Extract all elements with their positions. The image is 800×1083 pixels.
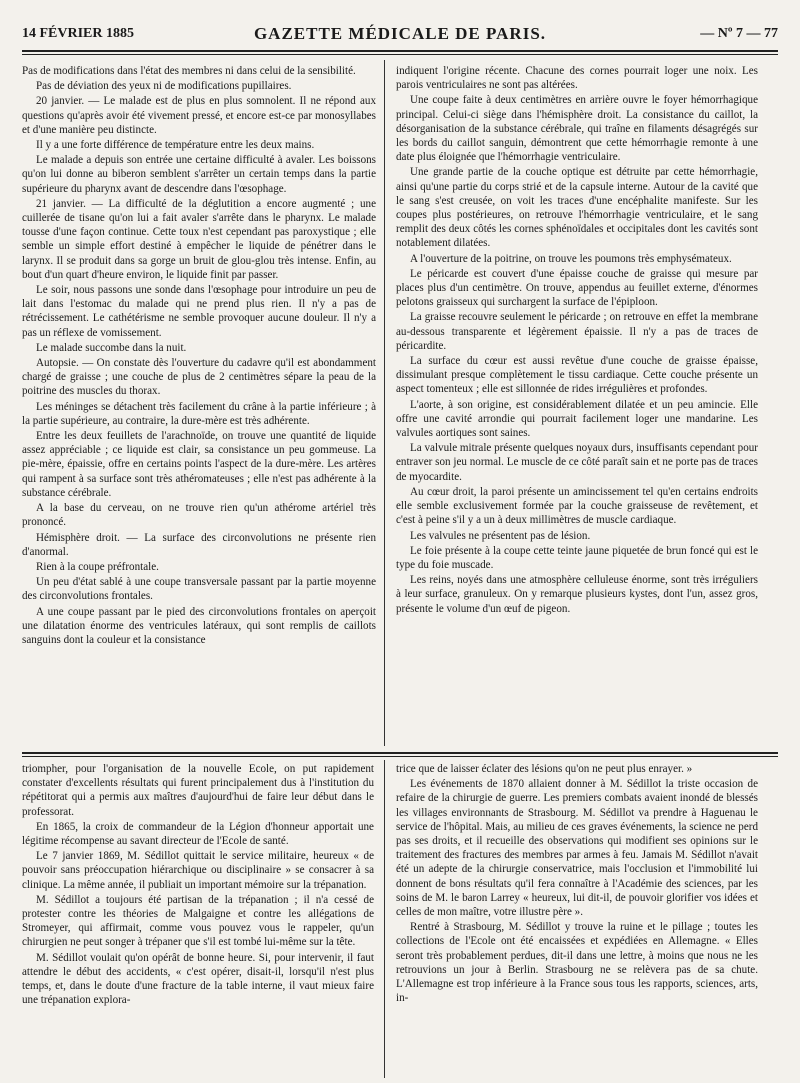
paragraph: Rentré à Strasbourg, M. Sédillot y trouve la ruine et le pillage ; toutes les collections de l'Ecole ont été encaissées et expédiées en Allemagne. « Elles seront très probablement perdues, dit-il dans une lettre, à moins que nous ne les retrouvions un jour à Berlin. Strasbourg ne se relèvera pas de sa chute. L'Allemagne est trop inférieure à la France sous tous les rapports, sciences, arts, in- [396, 921, 758, 1005]
column-bottom-left [22, 762, 374, 1072]
column-top-right [396, 64, 758, 744]
header-rule [22, 50, 778, 52]
journal-title: GAZETTE MÉDICALE DE PARIS. [253, 24, 547, 43]
paragraph: Il y a une forte différence de température entre les deux mains. [36, 139, 315, 152]
paragraph: En 1865, la croix de commandeur de la Légion d'honneur apportait une légitime récompense au savant directeur de l'Ecole de santé. [22, 820, 374, 848]
column-divider-bottom [384, 760, 385, 1078]
page-header [22, 20, 778, 48]
paragraph: Rien à la coupe préfrontale. [36, 560, 159, 573]
paragraph: La graisse recouvre seulement le péricarde ; on retrouve en effet la membrane au-dessous transparente et légèrement épaissie. Il n'y a pas de traces de péricardite. [396, 311, 758, 352]
paragraph: Les événements de 1870 allaient donner à M. Sédillot la triste occasion de refaire de la chirurgie de guerre. Les premiers combats avaient inondé de blessés les villages environnants de Strasbourg. M. Sédillot va prendre à Haguenau le service de l'hôpital. Mais, au milieu de ces graves événements, la science ne perd pas ses droits, et il recueille des observations qui modifient ses opinions sur le traitement des fractures des membres par armes à feu. Jamais M. Sédillot n'avait été un adepte de la chirurgie conservatrice, mais l'occlusion et l'immobilité lui donnent de bons résultats qu'il fera connaître à l'Académie des sciences, par les soins de M. le baron Larrey « heureux, lui dit-il, de pouvoir glorifier vos idées et celles de mon maître, votre illustre père ». [396, 778, 758, 919]
paragraph: Pas de déviation des yeux ni de modifications pupillaires. [36, 80, 292, 93]
paragraph: 21 janvier. — La difficulté de la déglutition a encore augmenté ; une cuillerée de tisane qu'on lui a fait avaler s'arrête dans le pharynx. Le malade tousse d'une façon continue. Cette toux n'est cependant pas paroxystique ; elle semble un simple effort destiné à empêcher le liquide de pénétrer dans le larynx. Il se produit dans sa gorge un bruit de glou-glou très intense. Enfin, au bout d'un quart d'heure environ, le liquide finit par passer. [22, 197, 376, 281]
column-divider-top [384, 60, 385, 746]
paragraph: Entre les deux feuillets de l'arachnoïde, on trouve une quantité de liquide assez appréciable ; ce liquide est clair, sa consistance un peu gommeuse. La pie-mère, épaissie, offre en certains points l'aspect de la dure-mère. Les artères qui rampent à sa surface sont très athéromateuses ; elle n'est pas adhérente à la substance cérébrale. [22, 430, 376, 499]
paragraph: L'aorte, à son origine, est considérablement dilatée et un peu amincie. Elle offre une cavité arrondie qui pourrait facilement loger une mandarine. Les valvules aortiques sont saines. [396, 398, 758, 440]
paragraph: La valvule mitrale présente quelques noyaux durs, insuffisants cependant pour entraver son jeu normal. Le muscle de ce côté paraît sain et ne porte pas de traces de myocardite. [396, 442, 758, 483]
paragraph: Le 7 janvier 1869, M. Sédillot quittait le service militaire, heureux « de pouvoir sans préoccupation hiérarchique ou disciplinaire » se consacrer à sa clinique. La même année, il publiait un important mémoire sur la trépanation. [22, 850, 374, 891]
paragraph: 20 janvier. — Le malade est de plus en plus somnolent. Il ne répond aux questions qu'après avoir été vivement pressé, et encore est-ce par monosyllabes et d'une manière peu distincte. [22, 95, 376, 136]
paragraph: Une grande partie de la couche optique est détruite par cette hémorrhagie, ainsi qu'une partie du corps strié et de la capsule interne. Autour de la cavité que le sang s'est creusée, on voit les traces d'une encéphalite manifeste. Sur les coupes plus postérieures, on retrouve l'hémorrhagie ventriculaire, et le sang remplit des deux côtés les cornes sphénoïdales et occipitales dont les cavités sont notablement dilatées. [396, 166, 758, 250]
paragraph: Les méninges se détachent très facilement du crâne à la partie inférieure ; à la partie supérieure, au contraire, la dure-mère est très adhérente. [22, 400, 376, 427]
paragraph: A une coupe passant par le pied des circonvolutions frontales on aperçoit une dilatation énorme des ventricules latéraux, qui sont remplis de caillots sanguins dont la couleur et la consistance [22, 605, 376, 646]
paragraph: Le malade succombe dans la nuit. [36, 341, 187, 354]
paragraph: Un peu d'état sablé à une coupe transversale passant par la partie moyenne des circonvolutions frontales. [22, 576, 376, 603]
paragraph: Hémisphère droit. — La surface des circonvolutions ne présente rien d'anormal. [22, 531, 376, 558]
paragraph: indiquent l'origine récente. Chacune des cornes pourrait loger une noix. Les parois ventriculaires ne sont pas altérées. [396, 65, 758, 92]
paragraph: Autopsie. — On constate dès l'ouverture du cadavre qu'il est abondamment chargé de graisse ; une couche de plus de 2 centimètres sépare la peau de la poitrine des muscles du thorax. [22, 357, 376, 398]
paragraph: Le malade a depuis son entrée une certaine difficulté à avaler. Les boissons qu'on lui donne au biberon semblent s'arrêter un certain temps dans la partie supérieure du pharynx avant de descendre dans l'œsophage. [22, 154, 376, 195]
paragraph: Les reins, noyés dans une atmosphère celluleuse énorme, sont très irréguliers à leur surface, granuleux. On y remarque plusieurs kystes, dont l'un, assez gros, présente le volume d'un œuf de pigeon. [396, 574, 758, 615]
section-rule [22, 752, 778, 754]
paragraph: M. Sédillot a toujours été partisan de la trépanation ; il n'a cessé de protester contre les théories de Malgaigne et contre les allégations de Stromeyer, qui affirmait, comme vous pouvez vous le rappeler, qu'un chirurgien ne peut songer à trépaner que s'il est tombé lui-même sur la tête. [22, 893, 374, 949]
paragraph: Le péricarde est couvert d'une épaisse couche de graisse qui mesure par places plus d'un centimètre. On trouve, appendus au feuillet externe, d'énormes pelotons graisseux qui surchargent la surface de l'épiploon. [396, 267, 758, 309]
column-bottom-right [396, 762, 758, 1072]
paragraph: Le foie présente à la coupe cette teinte jaune piquetée de brun foncé qui est le type du foie muscade. [396, 544, 758, 571]
paragraph: Les valvules ne présentent pas de lésion. [410, 529, 591, 542]
paragraph: Pas de modifications dans l'état des membres ni dans celui de la sensibilité. [22, 65, 356, 77]
section-rule-thin [22, 756, 778, 757]
column-top-left [22, 64, 376, 744]
paragraph: La surface du cœur est aussi revêtue d'une couche de graisse épaisse, dissimulant presque complètement le tissu cardiaque. Cette couche présente un aspect tomenteux ; elle est sillonnée de rides irrégulières et profondes. [396, 355, 758, 396]
issue-page-number: — Nº 7 — 77 [700, 26, 778, 41]
paragraph: trice que de laisser éclater des lésions qu'on ne peut plus enrayer. » [396, 763, 693, 775]
paragraph: Au cœur droit, la paroi présente un amincissement tel qu'en certains endroits elle semble exclusivement formée par la couche graisseuse de revêtement, et c'est à peine s'il y a un à deux millimètres de muscle cardiaque. [396, 485, 758, 527]
page-date: 14 FÉVRIER 1885 [22, 26, 135, 41]
paragraph: M. Sédillot voulait qu'on opérât de bonne heure. Si, pour intervenir, il faut attendre le début des accidents, « c'est opérer, disait-il, lorsqu'il n'est plus temps, et, dans le doute d'une fracture de la table interne, il vaut mieux faire une trépanation explora- [22, 951, 374, 1007]
paragraph: A la base du cerveau, on ne trouve rien qu'un athérome artériel très prononcé. [22, 502, 376, 529]
paragraph: Une coupe faite à deux centimètres en arrière ouvre le foyer hémorrhagique principal. Celui-ci siège dans l'hémisphère droit. La consistance du caillot, la désorganisation de la substance cérébrale, qui traîne en filaments désagrégés sur les bords du caillot sanguin, démontrent que cette hémorrhagie remonte à une date plus éloignée que l'hémorrhagie ventriculaire. [396, 94, 758, 164]
header-rule-thin [22, 54, 778, 55]
paragraph: Le soir, nous passons une sonde dans l'œsophage pour introduire un peu de lait dans l'estomac du malade qui ne prend plus rien. Il n'y a pas de rétrécissement. Le cathétérisme ne semble provoquer aucune douleur. Il n'y a pas un réflexe de vomissement. [22, 284, 376, 339]
paragraph: A l'ouverture de la poitrine, on trouve les poumons très emphysémateux. [410, 252, 732, 265]
paragraph: triompher, pour l'organisation de la nouvelle Ecole, on put rapidement constater d'excellents résultats qui furent principalement dus à l'institution du répétitorat qui a permis aux maîtres d'aujourd'hui de faire leur début dans le professorat. [22, 763, 374, 818]
